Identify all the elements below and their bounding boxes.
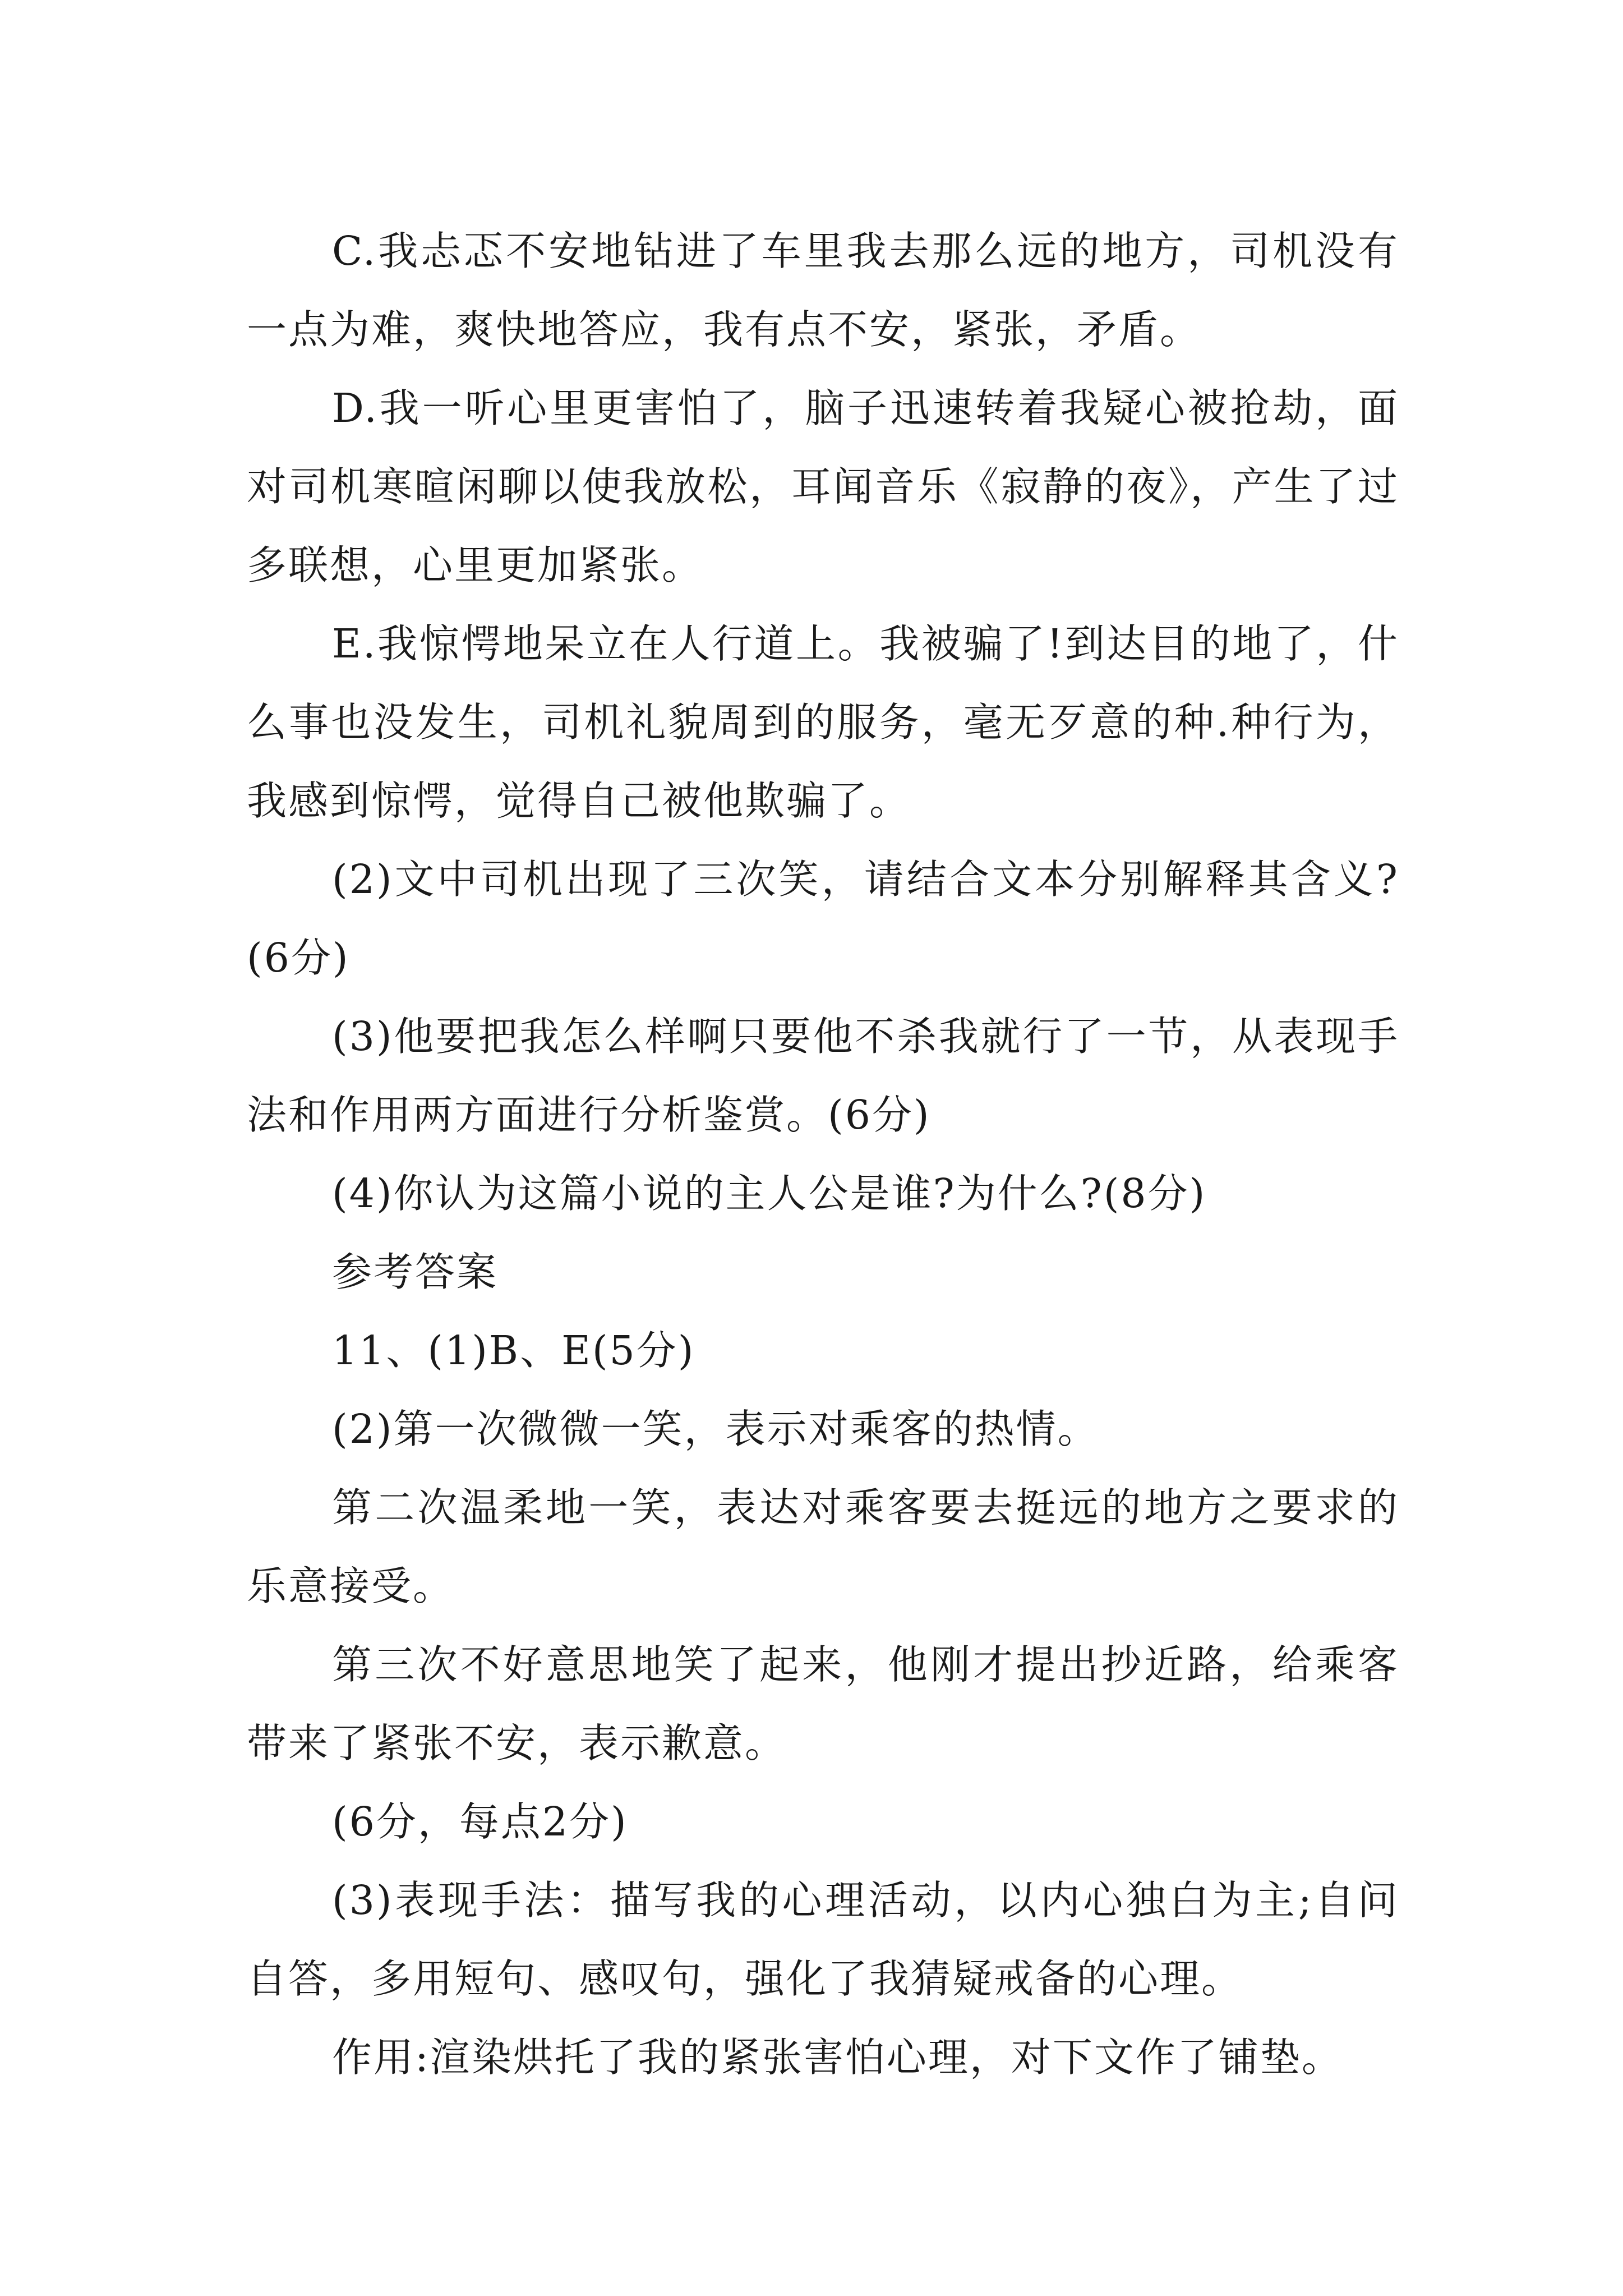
question-3: (3)他要把我怎么样啊只要他不杀我就行了一节，从表现手法和作用两方面进行分析鉴赏。(6分)	[247, 1013, 1399, 1138]
question-2: (2)文中司机出现了三次笑，请结合文本分别解释其含义?(6分)	[247, 856, 1399, 981]
answer-2-first-smile: (2)第一次微微一笑，表示对乘客的热情。	[332, 1406, 1099, 1452]
answer-3-effect: 作用:渲染烘托了我的紧张害怕心理，对下文作了铺垫。	[332, 2034, 1343, 2081]
answer-2-second-smile: 第二次温柔地一笑，表达对乘客要去挺远的地方之要求的乐意接受。	[247, 1484, 1399, 1609]
answer-2-score-note: (6分，每点2分)	[332, 1798, 628, 1845]
answer-2-third-smile: 第三次不好意思地笑了起来，他刚才提出抄近路，给乘客带来了紧张不安，表示歉意。	[247, 1641, 1399, 1766]
answer-heading: 参考答案	[332, 1249, 499, 1295]
document-body	[247, 212, 1399, 2097]
answer-1: 11、(1)B、E(5分)	[332, 1327, 695, 1374]
option-c-paragraph: C.我忐忑不安地钻进了车里我去那么远的地方，司机没有一点为难，爽快地答应，我有点不安，紧张，矛盾。	[247, 228, 1399, 353]
question-4: (4)你认为这篇小说的主人公是谁?为什么?(8分)	[332, 1170, 1207, 1217]
option-e-paragraph: E.我惊愕地呆立在人行道上。我被骗了!到达目的地了，什么事也没发生，司机礼貌周到的服务，毫无歹意的种.种行为，我感到惊愕，觉得自己被他欺骗了。	[247, 620, 1399, 824]
answer-3-technique: (3)表现手法：描写我的心理活动，以内心独白为主;自问自答，多用短句、感叹句，强化了我猜疑戒备的心理。	[247, 1877, 1399, 2002]
option-d-paragraph: D.我一听心里更害怕了，脑子迅速转着我疑心被抢劫，面对司机寒暄闲聊以使我放松，耳闻音乐《寂静的夜》，产生了过多联想，心里更加紧张。	[247, 385, 1399, 588]
